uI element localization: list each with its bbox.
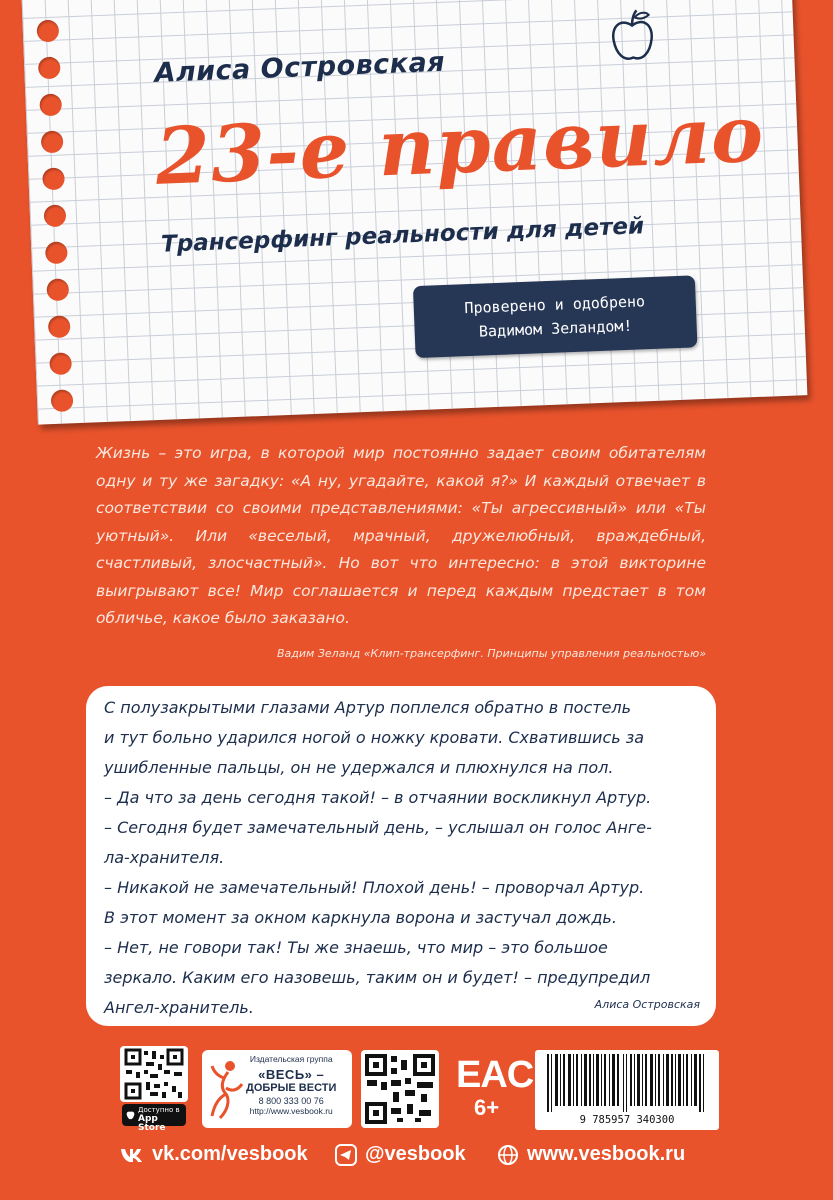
excerpt-line: С полузакрытыми глазами Артур поплелся обратно в постель: [104, 698, 632, 717]
hole: [42, 167, 65, 190]
excerpt-line: ла-хранителя.: [104, 848, 225, 867]
excerpt-line: – Нет, не говори так! Ты же знаешь, что мир – это большое: [104, 938, 608, 957]
telegram-icon: [335, 1144, 357, 1166]
excerpt-line: Ангел-хранитель.: [104, 998, 254, 1017]
hole: [38, 57, 61, 80]
vk-link-text[interactable]: vk.com/vesbook: [152, 1143, 308, 1165]
badge-line: Проверено и одобрено: [464, 292, 646, 318]
website-link-text[interactable]: www.vesbook.ru: [527, 1143, 686, 1165]
book-title: 23-е правило: [154, 88, 766, 203]
publisher-logo-block: [202, 1050, 352, 1128]
excerpt-text: [104, 693, 704, 1023]
excerpt-line: и тут больно ударился ногой о ножку кровати. Схватившись за: [104, 728, 645, 747]
publisher-url[interactable]: http://www.vesbook.ru: [249, 1106, 333, 1116]
qr-code-appstore[interactable]: [120, 1046, 188, 1102]
excerpt-line: зеркало. Каким его назовешь, таким он и будет! – предупредил: [104, 968, 651, 987]
isbn-number: 9 785957 340300: [579, 1114, 675, 1126]
hole: [48, 315, 71, 338]
publisher-name-2: ДОБРЫЕ ВЕСТИ: [246, 1082, 337, 1094]
excerpt-line: – Никакой не замечательный! Плохой день! – проворчал Артур.: [104, 878, 645, 897]
hole: [41, 130, 64, 153]
apple-logo-icon: [126, 1109, 135, 1120]
badge-line: Вадимом Зеландом!: [478, 316, 633, 341]
globe-icon: [497, 1144, 519, 1166]
qr-code-site[interactable]: [361, 1050, 439, 1128]
vk-icon: [120, 1147, 144, 1163]
hole: [44, 204, 67, 227]
notebook-page: [22, 0, 808, 435]
author-name: Алиса Островская: [153, 46, 446, 89]
appstore-caption: Доступно в: [138, 1106, 180, 1114]
hole: [51, 389, 74, 412]
hole: [49, 352, 72, 375]
endorsement-badge: [413, 275, 698, 358]
age-rating: 6+: [474, 1095, 500, 1120]
quote-text: Жизнь – это игра, в которой мир постоянно задает своим обитателям одну и ту же загадку: «А ну, угадайте, какой я?» И каждый отвечает в соответствии со своими представлениями: «Ты агрессивный» или «Ты уютный». Или «веселый, мрачный, дружелюбный, враждебный, счастливый, злосчастный». Но вот что интересно: в этой викторине выигрывают все! Мир соглашается и перед каждым предстает в том обличье, какое было заказано.: [96, 444, 706, 627]
publisher-figure-icon: [208, 1058, 244, 1122]
eac-mark: EAC: [456, 1054, 534, 1096]
hole: [45, 241, 68, 264]
apple-icon: [606, 7, 658, 69]
hole: [36, 20, 59, 43]
publisher-phone: 8 800 333 00 76: [258, 1096, 324, 1106]
hole: [46, 278, 69, 301]
publisher-text: [246, 1054, 336, 1116]
excerpt-signature: Алиса Островская: [594, 998, 700, 1011]
qr-code-icon: [120, 1046, 188, 1102]
excerpt-line: ушибленные пальцы, он не удержался и плюхнулся на пол.: [104, 758, 614, 777]
excerpt-line: – Сегодня будет замечательный день, – услышал он голос Анге-: [104, 818, 652, 837]
telegram-link-text[interactable]: @vesbook: [365, 1143, 466, 1165]
app-store-badge[interactable]: [122, 1104, 186, 1133]
book-subtitle: Трансерфинг реальности для детей: [160, 213, 645, 258]
vk-link[interactable]: [120, 1143, 308, 1166]
excerpt-line: – Да что за день сегодня такой! – в отчаянии воскликнул Артур.: [104, 788, 652, 807]
hole: [39, 93, 62, 116]
barcode-icon: [535, 1050, 719, 1112]
telegram-link[interactable]: [335, 1143, 466, 1166]
qr-code-icon: [361, 1050, 439, 1128]
publisher-name: «ВЕСЬ» –: [258, 1067, 325, 1082]
publisher-group: Издательская группа: [249, 1054, 333, 1064]
excerpt-line: В этот момент за окном каркнула ворона и застучал дождь.: [104, 908, 617, 927]
appstore-label: App Store: [138, 1114, 166, 1133]
quote-source: Вадим Зеланд «Клип-трансерфинг. Принципы управления реальностью»: [277, 647, 706, 660]
website-link[interactable]: [497, 1143, 685, 1166]
epigraph-quote: [96, 440, 706, 633]
